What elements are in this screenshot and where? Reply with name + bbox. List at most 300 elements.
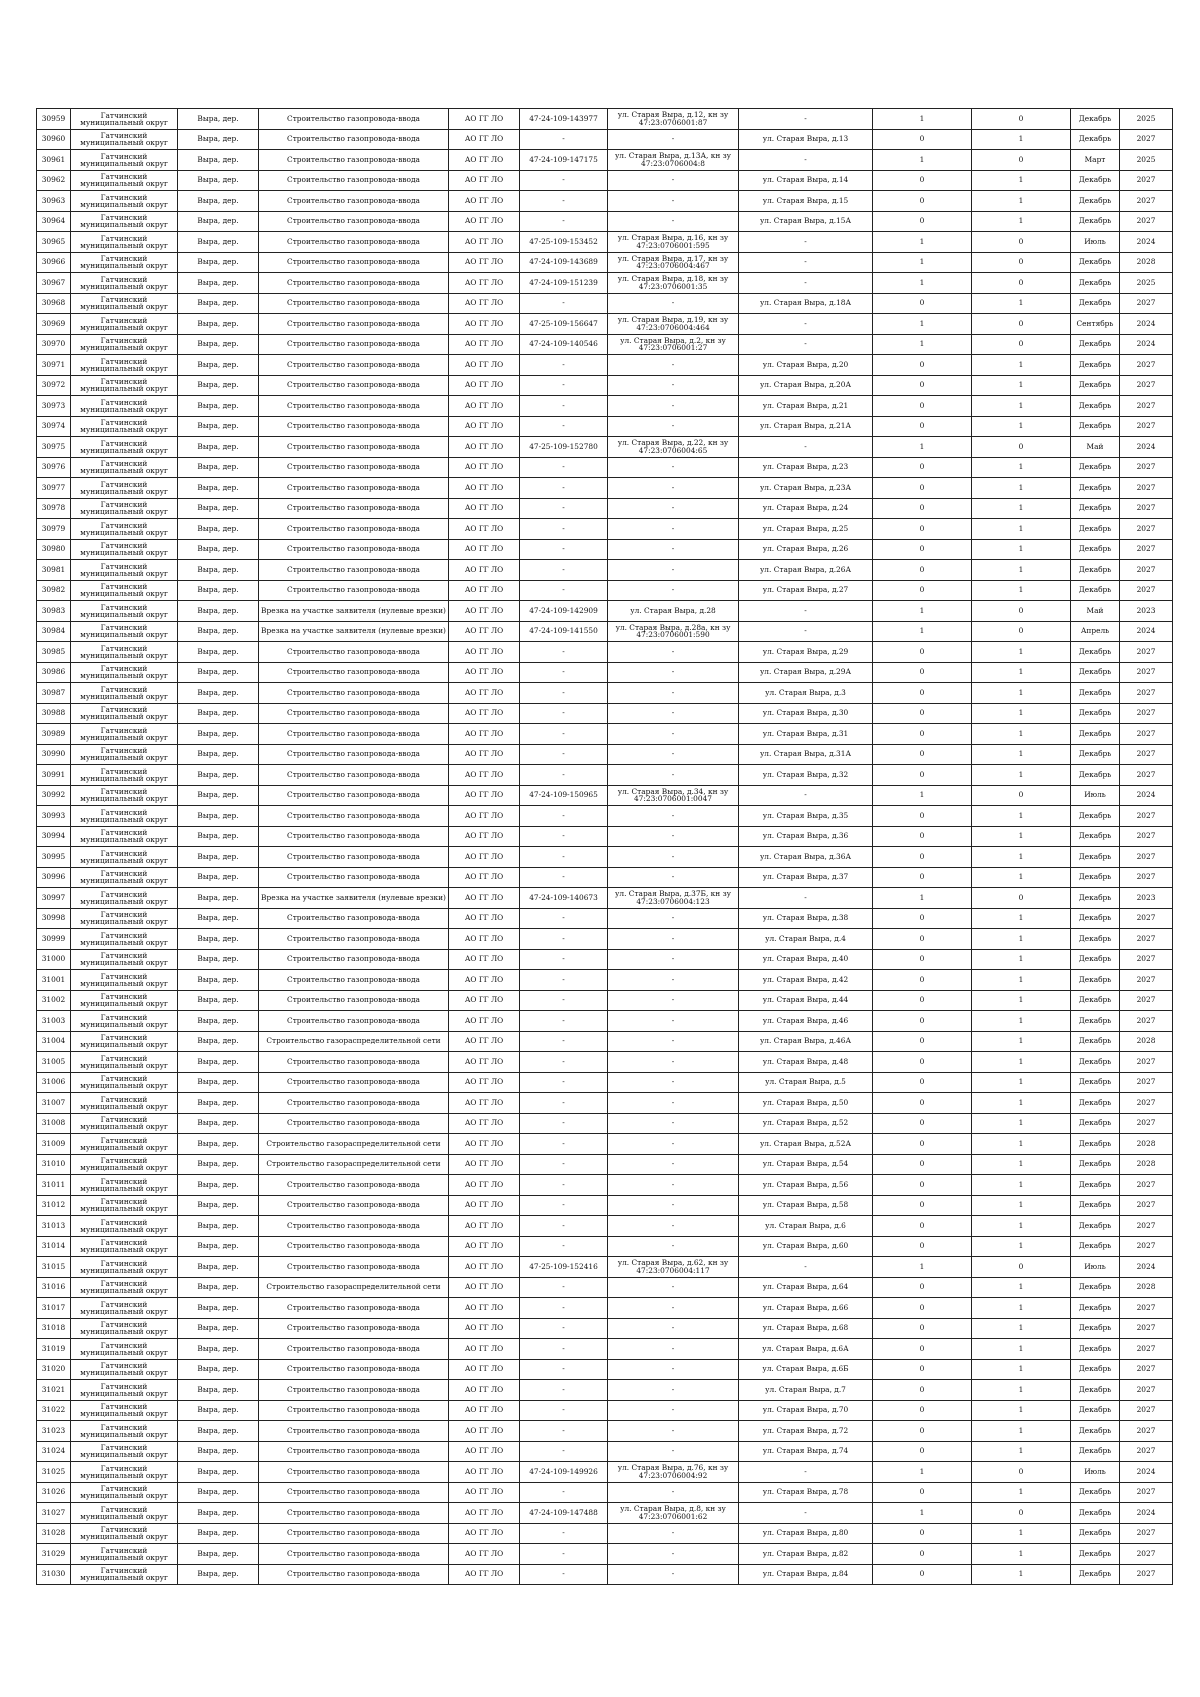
- work-type-cell: Строительство газопровода-ввода: [259, 170, 449, 191]
- count-b-cell: 0: [972, 232, 1071, 253]
- cadastral-address-cell: -: [608, 1421, 739, 1442]
- cadastral-address-cell: -: [608, 1400, 739, 1421]
- settlement-cell: Выра, дер.: [178, 150, 259, 171]
- settlement-cell: Выра, дер.: [178, 826, 259, 847]
- count-b-cell: 1: [972, 1277, 1071, 1298]
- organization-cell: АО ГГ ЛО: [449, 867, 520, 888]
- month-cell: Декабрь: [1071, 1503, 1120, 1524]
- row-number-cell: 31020: [37, 1359, 71, 1380]
- work-type-cell: Строительство газопровода-ввода: [259, 355, 449, 376]
- application-number-cell: -: [520, 1236, 608, 1257]
- application-number-cell: -: [520, 929, 608, 950]
- month-cell: Декабрь: [1071, 334, 1120, 355]
- settlement-cell: Выра, дер.: [178, 1564, 259, 1585]
- cadastral-address-cell: -: [608, 1277, 739, 1298]
- table-row: [37, 457, 1173, 478]
- address-cell: ул. Старая Выра, д.82: [739, 1544, 873, 1565]
- cadastral-address-cell: -: [608, 949, 739, 970]
- organization-cell: АО ГГ ЛО: [449, 601, 520, 622]
- application-number-cell: 47-24-109-147175: [520, 150, 608, 171]
- row-number-cell: 31013: [37, 1216, 71, 1237]
- year-cell: 2027: [1120, 1236, 1173, 1257]
- count-a-cell: 0: [873, 293, 972, 314]
- month-cell: Декабрь: [1071, 806, 1120, 827]
- work-type-cell: Строительство газопровода-ввода: [259, 1462, 449, 1483]
- settlement-cell: Выра, дер.: [178, 601, 259, 622]
- count-a-cell: 0: [873, 724, 972, 745]
- address-cell: ул. Старая Выра, д.23А: [739, 478, 873, 499]
- work-type-cell: Строительство газопровода-ввода: [259, 1093, 449, 1114]
- row-number-cell: 31011: [37, 1175, 71, 1196]
- table-row: [37, 1134, 1173, 1155]
- cadastral-address-cell: ул. Старая Выра, д.62, кн зу 47:23:0706004:117: [608, 1257, 739, 1278]
- count-a-cell: 1: [873, 785, 972, 806]
- municipality-cell: Гатчинский муниципальный округ: [71, 1236, 178, 1257]
- work-type-cell: Строительство газопровода-ввода: [259, 908, 449, 929]
- count-a-cell: 0: [873, 1380, 972, 1401]
- organization-cell: АО ГГ ЛО: [449, 1564, 520, 1585]
- count-a-cell: 0: [873, 1052, 972, 1073]
- application-number-cell: 47-24-109-149926: [520, 1462, 608, 1483]
- cadastral-address-cell: ул. Старая Выра, д.76, кн зу 47:23:0706004:92: [608, 1462, 739, 1483]
- address-cell: ул. Старая Выра, д.46: [739, 1011, 873, 1032]
- work-type-cell: Строительство газопровода-ввода: [259, 211, 449, 232]
- settlement-cell: Выра, дер.: [178, 683, 259, 704]
- work-type-cell: Строительство газопровода-ввода: [259, 109, 449, 130]
- application-number-cell: -: [520, 560, 608, 581]
- address-cell: ул. Старая Выра, д.32: [739, 765, 873, 786]
- cadastral-address-cell: -: [608, 826, 739, 847]
- address-cell: ул. Старая Выра, д.24: [739, 498, 873, 519]
- settlement-cell: Выра, дер.: [178, 990, 259, 1011]
- year-cell: 2027: [1120, 703, 1173, 724]
- count-b-cell: 1: [972, 847, 1071, 868]
- count-a-cell: 1: [873, 232, 972, 253]
- application-number-cell: -: [520, 1564, 608, 1585]
- municipality-cell: Гатчинский муниципальный округ: [71, 601, 178, 622]
- row-number-cell: 30959: [37, 109, 71, 130]
- table-row: [37, 1113, 1173, 1134]
- application-number-cell: -: [520, 1195, 608, 1216]
- settlement-cell: Выра, дер.: [178, 1339, 259, 1360]
- row-number-cell: 30976: [37, 457, 71, 478]
- row-number-cell: 30962: [37, 170, 71, 191]
- settlement-cell: Выра, дер.: [178, 1175, 259, 1196]
- count-b-cell: 0: [972, 888, 1071, 909]
- work-type-cell: Строительство газопровода-ввода: [259, 1523, 449, 1544]
- cadastral-address-cell: -: [608, 1564, 739, 1585]
- application-number-cell: -: [520, 1421, 608, 1442]
- address-cell: ул. Старая Выра, д.78: [739, 1482, 873, 1503]
- table-row: [37, 662, 1173, 683]
- municipality-cell: Гатчинский муниципальный округ: [71, 314, 178, 335]
- month-cell: Декабрь: [1071, 765, 1120, 786]
- table-row: [37, 539, 1173, 560]
- year-cell: 2027: [1120, 806, 1173, 827]
- organization-cell: АО ГГ ЛО: [449, 1052, 520, 1073]
- organization-cell: АО ГГ ЛО: [449, 785, 520, 806]
- cadastral-address-cell: ул. Старая Выра, д.18, кн зу 47:23:0706001:35: [608, 273, 739, 294]
- application-number-cell: 47-24-109-140673: [520, 888, 608, 909]
- municipality-cell: Гатчинский муниципальный округ: [71, 1113, 178, 1134]
- municipality-cell: Гатчинский муниципальный округ: [71, 1380, 178, 1401]
- row-number-cell: 30990: [37, 744, 71, 765]
- month-cell: Декабрь: [1071, 1298, 1120, 1319]
- cadastral-address-cell: -: [608, 683, 739, 704]
- address-cell: ул. Старая Выра, д.29: [739, 642, 873, 663]
- work-type-cell: Строительство газопровода-ввода: [259, 1544, 449, 1565]
- table-row: [37, 334, 1173, 355]
- work-type-cell: Строительство газопровода-ввода: [259, 457, 449, 478]
- work-type-cell: Строительство газопровода-ввода: [259, 867, 449, 888]
- settlement-cell: Выра, дер.: [178, 457, 259, 478]
- month-cell: Декабрь: [1071, 1544, 1120, 1565]
- work-type-cell: Строительство газопровода-ввода: [259, 970, 449, 991]
- count-a-cell: 0: [873, 396, 972, 417]
- municipality-cell: Гатчинский муниципальный округ: [71, 785, 178, 806]
- settlement-cell: Выра, дер.: [178, 1523, 259, 1544]
- work-type-cell: Строительство газопровода-ввода: [259, 683, 449, 704]
- table-row: [37, 191, 1173, 212]
- cadastral-address-cell: -: [608, 847, 739, 868]
- cadastral-address-cell: -: [608, 191, 739, 212]
- count-b-cell: 0: [972, 601, 1071, 622]
- month-cell: Декабрь: [1071, 990, 1120, 1011]
- table-row: [37, 1564, 1173, 1585]
- municipality-cell: Гатчинский муниципальный округ: [71, 1257, 178, 1278]
- table-row: [37, 949, 1173, 970]
- count-b-cell: 1: [972, 355, 1071, 376]
- address-cell: ул. Старая Выра, д.38: [739, 908, 873, 929]
- application-number-cell: -: [520, 498, 608, 519]
- work-type-cell: Строительство газопровода-ввода: [259, 1318, 449, 1339]
- settlement-cell: Выра, дер.: [178, 539, 259, 560]
- organization-cell: АО ГГ ЛО: [449, 232, 520, 253]
- count-b-cell: 1: [972, 1421, 1071, 1442]
- year-cell: 2027: [1120, 580, 1173, 601]
- count-a-cell: 0: [873, 211, 972, 232]
- work-type-cell: Строительство газопровода-ввода: [259, 375, 449, 396]
- application-number-cell: -: [520, 1093, 608, 1114]
- settlement-cell: Выра, дер.: [178, 1462, 259, 1483]
- table-row: [37, 1257, 1173, 1278]
- count-b-cell: 0: [972, 1462, 1071, 1483]
- address-cell: ул. Старая Выра, д.6: [739, 1216, 873, 1237]
- organization-cell: АО ГГ ЛО: [449, 1482, 520, 1503]
- address-cell: ул. Старая Выра, д.72: [739, 1421, 873, 1442]
- settlement-cell: Выра, дер.: [178, 1011, 259, 1032]
- address-cell: ул. Старая Выра, д.70: [739, 1400, 873, 1421]
- work-type-cell: Строительство газопровода-ввода: [259, 765, 449, 786]
- row-number-cell: 31022: [37, 1400, 71, 1421]
- address-cell: ул. Старая Выра, д.58: [739, 1195, 873, 1216]
- organization-cell: АО ГГ ЛО: [449, 1113, 520, 1134]
- month-cell: Декабрь: [1071, 396, 1120, 417]
- settlement-cell: Выра, дер.: [178, 1298, 259, 1319]
- address-cell: ул. Старая Выра, д.50: [739, 1093, 873, 1114]
- address-cell: -: [739, 785, 873, 806]
- application-number-cell: 47-25-109-152780: [520, 437, 608, 458]
- cadastral-address-cell: -: [608, 867, 739, 888]
- municipality-cell: Гатчинский муниципальный округ: [71, 211, 178, 232]
- count-a-cell: 0: [873, 170, 972, 191]
- address-cell: ул. Старая Выра, д.26: [739, 539, 873, 560]
- settlement-cell: Выра, дер.: [178, 232, 259, 253]
- year-cell: 2027: [1120, 1544, 1173, 1565]
- address-cell: ул. Старая Выра, д.18А: [739, 293, 873, 314]
- month-cell: Декабрь: [1071, 273, 1120, 294]
- cadastral-address-cell: ул. Старая Выра, д.28: [608, 601, 739, 622]
- settlement-cell: Выра, дер.: [178, 1072, 259, 1093]
- row-number-cell: 30965: [37, 232, 71, 253]
- count-a-cell: 0: [873, 1031, 972, 1052]
- application-number-cell: -: [520, 293, 608, 314]
- row-number-cell: 30991: [37, 765, 71, 786]
- municipality-cell: Гатчинский муниципальный округ: [71, 1072, 178, 1093]
- settlement-cell: Выра, дер.: [178, 1441, 259, 1462]
- table-row: [37, 1482, 1173, 1503]
- address-cell: ул. Старая Выра, д.36А: [739, 847, 873, 868]
- cadastral-address-cell: -: [608, 1441, 739, 1462]
- application-number-cell: -: [520, 1318, 608, 1339]
- month-cell: Май: [1071, 601, 1120, 622]
- application-number-cell: -: [520, 806, 608, 827]
- count-b-cell: 1: [972, 170, 1071, 191]
- address-cell: ул. Старая Выра, д.6А: [739, 1339, 873, 1360]
- year-cell: 2027: [1120, 1093, 1173, 1114]
- count-a-cell: 0: [873, 1011, 972, 1032]
- municipality-cell: Гатчинский муниципальный округ: [71, 1462, 178, 1483]
- row-number-cell: 30986: [37, 662, 71, 683]
- application-number-cell: -: [520, 1339, 608, 1360]
- cadastral-address-cell: ул. Старая Выра, д.16, кн зу 47:23:0706001:595: [608, 232, 739, 253]
- row-number-cell: 30971: [37, 355, 71, 376]
- table-row: [37, 847, 1173, 868]
- table-row: [37, 785, 1173, 806]
- work-type-cell: Строительство газопровода-ввода: [259, 1441, 449, 1462]
- row-number-cell: 31012: [37, 1195, 71, 1216]
- work-type-cell: Строительство газопровода-ввода: [259, 847, 449, 868]
- table-row: [37, 252, 1173, 273]
- table-row: [37, 232, 1173, 253]
- row-number-cell: 31024: [37, 1441, 71, 1462]
- work-type-cell: Строительство газопровода-ввода: [259, 1216, 449, 1237]
- count-a-cell: 0: [873, 929, 972, 950]
- work-type-cell: Строительство газопровода-ввода: [259, 949, 449, 970]
- count-a-cell: 1: [873, 150, 972, 171]
- count-b-cell: 1: [972, 1052, 1071, 1073]
- year-cell: 2027: [1120, 826, 1173, 847]
- organization-cell: АО ГГ ЛО: [449, 662, 520, 683]
- application-number-cell: 47-24-109-151239: [520, 273, 608, 294]
- work-type-cell: Строительство газораспределительной сети: [259, 1134, 449, 1155]
- organization-cell: АО ГГ ЛО: [449, 990, 520, 1011]
- application-number-cell: -: [520, 703, 608, 724]
- month-cell: Декабрь: [1071, 1072, 1120, 1093]
- row-number-cell: 30997: [37, 888, 71, 909]
- table-row: [37, 129, 1173, 150]
- count-a-cell: 0: [873, 1544, 972, 1565]
- municipality-cell: Гатчинский муниципальный округ: [71, 1400, 178, 1421]
- row-number-cell: 31023: [37, 1421, 71, 1442]
- work-type-cell: Строительство газопровода-ввода: [259, 1175, 449, 1196]
- count-a-cell: 0: [873, 642, 972, 663]
- organization-cell: АО ГГ ЛО: [449, 1195, 520, 1216]
- year-cell: 2027: [1120, 498, 1173, 519]
- work-type-cell: Строительство газопровода-ввода: [259, 1257, 449, 1278]
- row-number-cell: 30970: [37, 334, 71, 355]
- count-b-cell: 1: [972, 1072, 1071, 1093]
- table-row: [37, 560, 1173, 581]
- address-cell: ул. Старая Выра, д.15: [739, 191, 873, 212]
- municipality-cell: Гатчинский муниципальный округ: [71, 1011, 178, 1032]
- application-number-cell: -: [520, 1544, 608, 1565]
- address-cell: ул. Старая Выра, д.60: [739, 1236, 873, 1257]
- organization-cell: АО ГГ ЛО: [449, 1441, 520, 1462]
- organization-cell: АО ГГ ЛО: [449, 929, 520, 950]
- organization-cell: АО ГГ ЛО: [449, 457, 520, 478]
- organization-cell: АО ГГ ЛО: [449, 1503, 520, 1524]
- organization-cell: АО ГГ ЛО: [449, 1134, 520, 1155]
- address-cell: ул. Старая Выра, д.74: [739, 1441, 873, 1462]
- month-cell: Декабрь: [1071, 1318, 1120, 1339]
- municipality-cell: Гатчинский муниципальный округ: [71, 416, 178, 437]
- work-type-cell: Строительство газопровода-ввода: [259, 1400, 449, 1421]
- cadastral-address-cell: ул. Старая Выра, д.2, кн зу 47:23:0706001:27: [608, 334, 739, 355]
- organization-cell: АО ГГ ЛО: [449, 621, 520, 642]
- count-b-cell: 1: [972, 375, 1071, 396]
- cadastral-address-cell: ул. Старая Выра, д.17, кн зу 47:23:0706004:467: [608, 252, 739, 273]
- settlement-cell: Выра, дер.: [178, 621, 259, 642]
- year-cell: 2027: [1120, 355, 1173, 376]
- count-b-cell: 1: [972, 642, 1071, 663]
- table-row: [37, 416, 1173, 437]
- cadastral-address-cell: -: [608, 1318, 739, 1339]
- municipality-cell: Гатчинский муниципальный округ: [71, 519, 178, 540]
- organization-cell: АО ГГ ЛО: [449, 211, 520, 232]
- count-a-cell: 1: [873, 621, 972, 642]
- address-cell: ул. Старая Выра, д.21: [739, 396, 873, 417]
- month-cell: Декабрь: [1071, 867, 1120, 888]
- municipality-cell: Гатчинский муниципальный округ: [71, 765, 178, 786]
- organization-cell: АО ГГ ЛО: [449, 252, 520, 273]
- row-number-cell: 30995: [37, 847, 71, 868]
- settlement-cell: Выра, дер.: [178, 929, 259, 950]
- settlement-cell: Выра, дер.: [178, 498, 259, 519]
- work-type-cell: Строительство газопровода-ввода: [259, 396, 449, 417]
- municipality-cell: Гатчинский муниципальный округ: [71, 642, 178, 663]
- municipality-cell: Гатчинский муниципальный округ: [71, 437, 178, 458]
- application-number-cell: -: [520, 990, 608, 1011]
- month-cell: Май: [1071, 437, 1120, 458]
- address-cell: ул. Старая Выра, д.25: [739, 519, 873, 540]
- month-cell: Декабрь: [1071, 1339, 1120, 1360]
- settlement-cell: Выра, дер.: [178, 765, 259, 786]
- count-a-cell: 1: [873, 1503, 972, 1524]
- year-cell: 2027: [1120, 211, 1173, 232]
- year-cell: 2027: [1120, 949, 1173, 970]
- month-cell: Декабрь: [1071, 1400, 1120, 1421]
- count-b-cell: 0: [972, 334, 1071, 355]
- row-number-cell: 31000: [37, 949, 71, 970]
- organization-cell: АО ГГ ЛО: [449, 273, 520, 294]
- municipality-cell: Гатчинский муниципальный округ: [71, 355, 178, 376]
- organization-cell: АО ГГ ЛО: [449, 191, 520, 212]
- municipality-cell: Гатчинский муниципальный округ: [71, 478, 178, 499]
- count-b-cell: 1: [972, 724, 1071, 745]
- settlement-cell: Выра, дер.: [178, 642, 259, 663]
- municipality-cell: Гатчинский муниципальный округ: [71, 396, 178, 417]
- application-number-cell: -: [520, 457, 608, 478]
- count-a-cell: 1: [873, 1257, 972, 1278]
- year-cell: 2028: [1120, 1134, 1173, 1155]
- cadastral-address-cell: -: [608, 1195, 739, 1216]
- organization-cell: АО ГГ ЛО: [449, 847, 520, 868]
- count-b-cell: 1: [972, 580, 1071, 601]
- address-cell: -: [739, 601, 873, 622]
- work-type-cell: Строительство газопровода-ввода: [259, 1359, 449, 1380]
- year-cell: 2027: [1120, 191, 1173, 212]
- table-row: [37, 744, 1173, 765]
- table-row: [37, 683, 1173, 704]
- address-cell: -: [739, 109, 873, 130]
- application-number-cell: 47-25-109-156647: [520, 314, 608, 335]
- organization-cell: АО ГГ ЛО: [449, 1216, 520, 1237]
- table-row: [37, 1277, 1173, 1298]
- count-b-cell: 1: [972, 1441, 1071, 1462]
- work-type-cell: Строительство газопровода-ввода: [259, 1011, 449, 1032]
- year-cell: 2027: [1120, 1380, 1173, 1401]
- row-number-cell: 31015: [37, 1257, 71, 1278]
- organization-cell: АО ГГ ЛО: [449, 1257, 520, 1278]
- application-number-cell: -: [520, 1523, 608, 1544]
- settlement-cell: Выра, дер.: [178, 1236, 259, 1257]
- address-cell: ул. Старая Выра, д.68: [739, 1318, 873, 1339]
- row-number-cell: 30972: [37, 375, 71, 396]
- month-cell: Декабрь: [1071, 1031, 1120, 1052]
- year-cell: 2028: [1120, 1277, 1173, 1298]
- row-number-cell: 30961: [37, 150, 71, 171]
- cadastral-address-cell: -: [608, 662, 739, 683]
- count-b-cell: 0: [972, 252, 1071, 273]
- address-cell: ул. Старая Выра, д.52: [739, 1113, 873, 1134]
- municipality-cell: Гатчинский муниципальный округ: [71, 888, 178, 909]
- work-type-cell: Строительство газопровода-ввода: [259, 724, 449, 745]
- month-cell: Декабрь: [1071, 1421, 1120, 1442]
- count-a-cell: 0: [873, 867, 972, 888]
- count-b-cell: 1: [972, 765, 1071, 786]
- settlement-cell: Выра, дер.: [178, 170, 259, 191]
- table-row: [37, 1216, 1173, 1237]
- month-cell: Декабрь: [1071, 1052, 1120, 1073]
- organization-cell: АО ГГ ЛО: [449, 642, 520, 663]
- count-b-cell: 0: [972, 621, 1071, 642]
- address-cell: ул. Старая Выра, д.36: [739, 826, 873, 847]
- application-number-cell: -: [520, 1134, 608, 1155]
- settlement-cell: Выра, дер.: [178, 867, 259, 888]
- year-cell: 2024: [1120, 785, 1173, 806]
- count-b-cell: 1: [972, 1236, 1071, 1257]
- settlement-cell: Выра, дер.: [178, 1031, 259, 1052]
- month-cell: Апрель: [1071, 621, 1120, 642]
- row-number-cell: 31026: [37, 1482, 71, 1503]
- organization-cell: АО ГГ ЛО: [449, 1544, 520, 1565]
- month-cell: Декабрь: [1071, 170, 1120, 191]
- month-cell: Декабрь: [1071, 211, 1120, 232]
- year-cell: 2025: [1120, 273, 1173, 294]
- municipality-cell: Гатчинский муниципальный округ: [71, 580, 178, 601]
- count-a-cell: 1: [873, 273, 972, 294]
